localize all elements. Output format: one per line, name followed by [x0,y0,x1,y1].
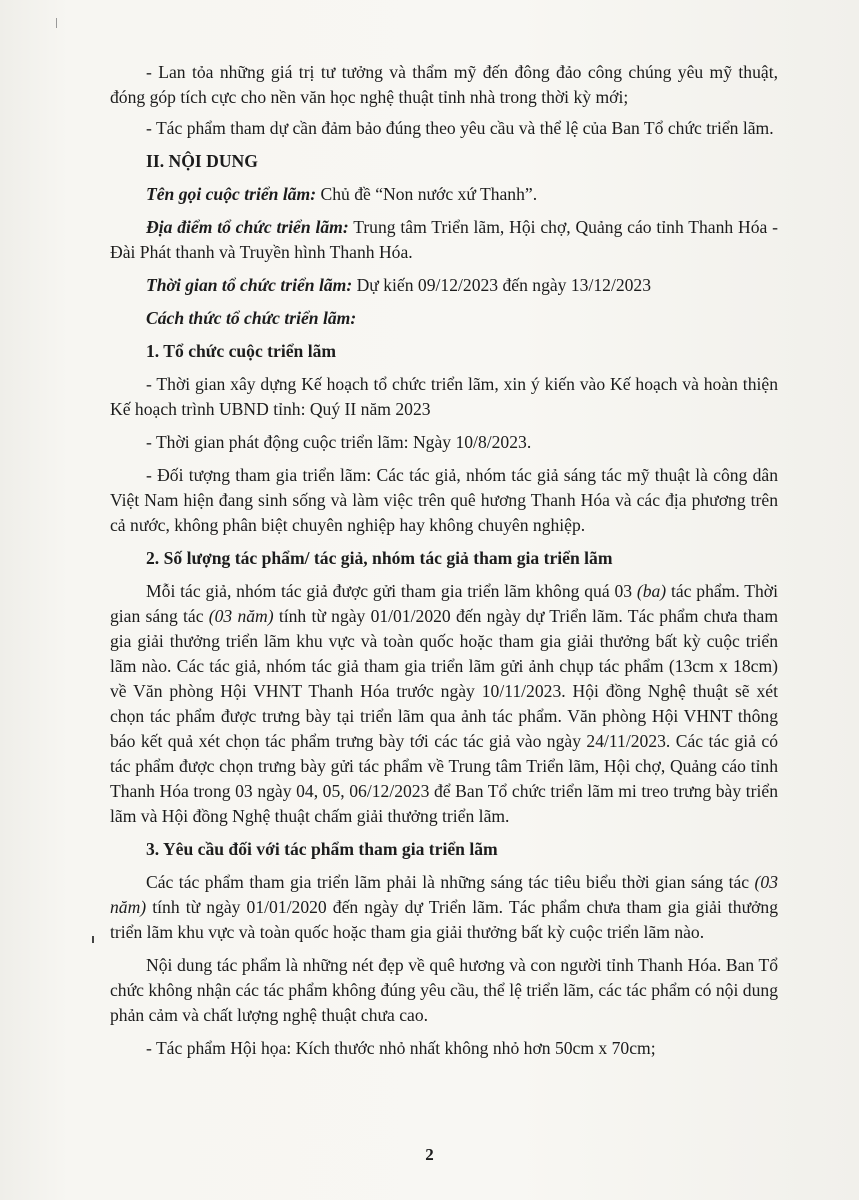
intro-bullet-2: - Tác phẩm tham dự cần đảm bảo đúng theo yêu cầu và thể lệ của Ban Tổ chức triển lãm. [146,118,774,138]
page-number: 2 [425,1145,434,1164]
part1-heading: 1. Tổ chức cuộc triển lãm [146,341,337,361]
part1-item-3: - Đối tượng tham gia triển lãm: Các tác giả, nhóm tác giả sáng tác mỹ thuật là công dân Việt Nam hiện đang sinh sống và làm việc trên quê hương Thanh Hóa và các địa phương trên cả nước, không phân biệt chuyên nghiệp hay không chuyên nghiệp. [110,465,778,535]
part2-em-a: (ba) [636,581,667,601]
part3-paragraph-3: - Tác phẩm Hội họa: Kích thước nhỏ nhất không nhỏ hơn 50cm x 70cm; [146,1038,656,1058]
part3-heading: 3. Yêu cầu đối với tác phẩm tham gia triển lãm [146,839,498,859]
part2-heading: 2. Số lượng tác phẩm/ tác giả, nhóm tác giả tham gia triển lãm [146,548,613,568]
part2-text-a: Mỗi tác giả, nhóm tác giả được gửi tham gia triển lãm không quá 03 [146,581,637,601]
exhibition-time-label: Thời gian tổ chức triển lãm: [146,275,353,295]
section-heading: II. NỘI DUNG [146,151,258,171]
part3-paragraph-1 [110,870,778,945]
method-heading: Cách thức tổ chức triển lãm: [146,308,357,328]
part2-text-b: tác phẩm. Thời gian sáng tác [110,581,778,626]
scan-mark [56,18,57,28]
exhibition-time-value: Dự kiến 09/12/2023 đến ngày 13/12/2023 [352,275,652,295]
exhibition-name [110,182,778,207]
part1-item-2: - Thời gian phát động cuộc triển lãm: Ngày 10/8/2023. [146,432,532,452]
part2-text-c: tính từ ngày 01/01/2020 đến ngày dự Triển lãm. Tác phẩm chưa tham gia giải thưởng triển lãm khu vực và toàn quốc hoặc tham gia giải thưởng bất kỳ cuộc triển lãm nào. Các tác giả, nhóm tác giả tham gia triển lãm gửi ảnh chụp tác phẩm (13cm x 18cm) về Văn phòng Hội VHNT Thanh Hóa trước ngày 10/11/2023. Hội đồng Nghệ thuật sẽ xét chọn tác phẩm được trưng bày tại triển lãm qua ảnh tác phẩm. Văn phòng Hội VHNT thông báo kết quả xét chọn tác phẩm trưng bày tới các tác giả vào ngày 24/11/2023. Các tác giả có tác phẩm được chọn trưng bày gửi tác phẩm về Trung tâm Triển lãm, Hội chợ, Quảng cáo tỉnh Thanh Hóa trong 03 ngày 04, 05, 06/12/2023 để Ban Tổ chức triển lãm mi treo trưng bày triển lãm và Hội đồng Nghệ thuật chấm giải thưởng triển lãm. [110,606,779,826]
exhibition-place [110,215,778,265]
exhibition-name-value: Chủ đề “Non nước xứ Thanh”. [316,184,538,204]
scan-mark [92,936,94,943]
part3-text-a: Các tác phẩm tham gia triển lãm phải là những sáng tác tiêu biểu thời gian sáng tác [146,872,755,892]
part2-paragraph [110,579,778,829]
document-body [110,60,778,1069]
intro-bullet-1: - Lan tỏa những giá trị tư tưởng và thẩm mỹ đến đông đảo công chúng yêu mỹ thuật, đóng góp tích cực cho nền văn học nghệ thuật tỉnh nhà trong thời kỳ mới; [110,62,778,107]
exhibition-time [110,273,778,298]
part3-em: (03 năm) [110,872,778,917]
exhibition-place-value: Trung tâm Triển lãm, Hội chợ, Quảng cáo tỉnh Thanh Hóa - Đài Phát thanh và Truyền hình Thanh Hóa. [110,217,778,262]
part3-paragraph-2: Nội dung tác phẩm là những nét đẹp về quê hương và con người tỉnh Thanh Hóa. Ban Tổ chức không nhận các tác phẩm không đúng yêu cầu, thể lệ triển lãm, các tác phẩm có nội dung phản cảm và chất lượng nghệ thuật chưa cao. [110,955,778,1025]
part1-item-1: - Thời gian xây dựng Kế hoạch tổ chức triển lãm, xin ý kiến vào Kế hoạch và hoàn thiện Kế hoạch trình UBND tỉnh: Quý II năm 2023 [110,374,778,419]
exhibition-name-label: Tên gọi cuộc triển lãm: [146,184,317,204]
exhibition-place-label: Địa điểm tổ chức triển lãm: [146,217,349,237]
part2-em-b: (03 năm) [208,606,274,626]
part3-text-b: tính từ ngày 01/01/2020 đến ngày dự Triển lãm. Tác phẩm chưa tham gia giải thưởng triển lãm khu vực và toàn quốc hoặc tham gia giải thưởng bất kỳ cuộc triển lãm nào. [110,897,778,942]
